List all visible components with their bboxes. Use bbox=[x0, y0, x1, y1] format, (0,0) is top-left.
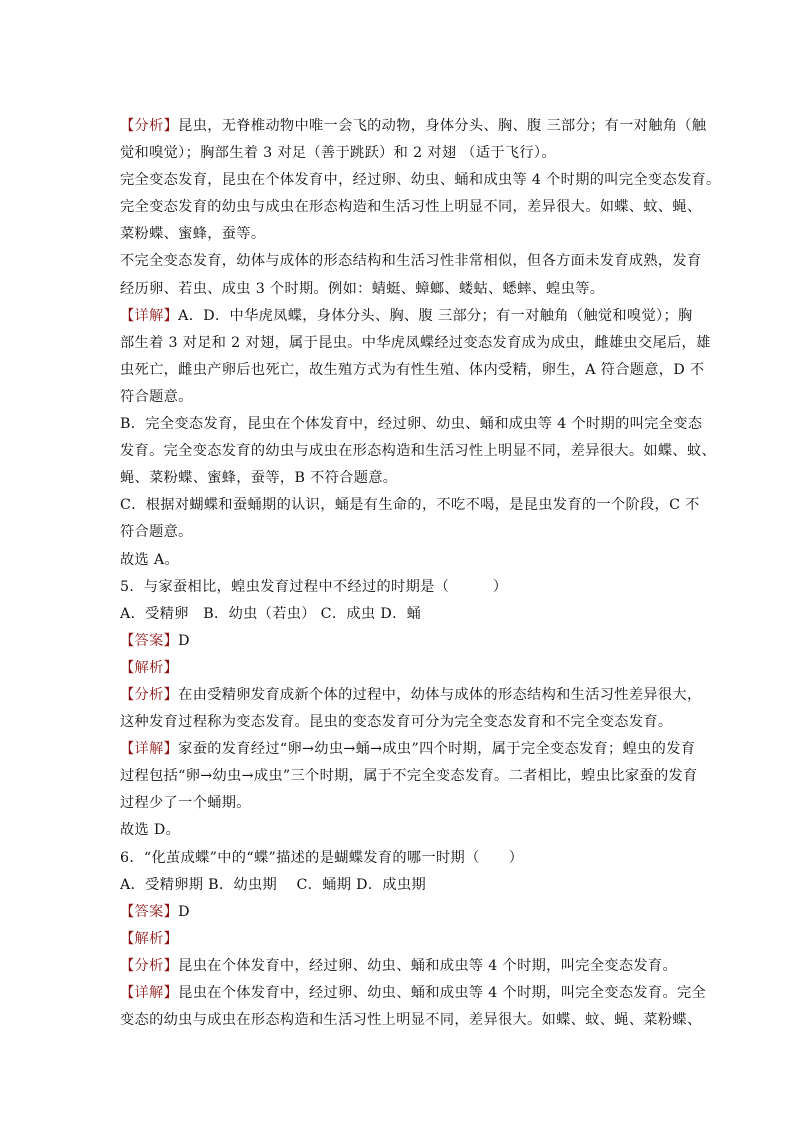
text-line bbox=[120, 438, 717, 465]
line-text: 故选 D。 bbox=[120, 822, 181, 839]
line-text: 完全变态发育，昆虫在个体发育中，经过卵、幼虫、蛹和成虫等 4 个时期的叫完全变态发育。 bbox=[120, 172, 721, 189]
section-tag: 【分析】 bbox=[120, 686, 179, 703]
line-text: 部生着 3 对足和 2 对翅，属于昆虫。中华虎凤蝶经过变态发育成为成虫，雌雄虫交尾后，雄 bbox=[120, 334, 711, 351]
text-line bbox=[120, 628, 676, 655]
line-text: 蝇、菜粉蝶、蜜蜂，蚕等，B 不符合题意。 bbox=[120, 470, 398, 487]
text-line bbox=[120, 709, 676, 736]
section-tag: 【答案】 bbox=[120, 903, 179, 920]
text-line bbox=[120, 899, 676, 926]
text-line bbox=[120, 276, 676, 303]
line-text: 昆虫在个体发育中，经过卵、幼虫、蛹和成虫等 4 个时期，叫完全变态发育。完全 bbox=[178, 985, 707, 1001]
section-tag: 【详解】 bbox=[120, 985, 179, 1001]
section-tag: 【答案】 bbox=[120, 632, 179, 649]
line-text: 变态的幼虫与成虫在形态构造和生活习性上明显不同，差异很大。如蝶、蚊、蝇、菜粉蝶、 bbox=[120, 1012, 702, 1029]
text-line bbox=[120, 817, 676, 844]
section-tag: 【详解】 bbox=[120, 741, 179, 758]
document-page bbox=[120, 113, 721, 1034]
line-text: 虫死亡，雌虫产卵后也死亡，故生殖方式为有性生殖、体内受精，卵生，A 符合题意，D 不 bbox=[120, 361, 705, 378]
text-line bbox=[120, 330, 711, 357]
text-line bbox=[120, 872, 676, 899]
line-text: 发育。完全变态发育的幼虫与成虫在形态构造和生活习性上明显不同，差异很大。如蝶、蚊、 bbox=[120, 443, 717, 460]
text-line bbox=[120, 194, 702, 221]
text-line bbox=[120, 384, 676, 411]
text-line bbox=[120, 519, 676, 546]
text-line bbox=[120, 682, 702, 709]
section-tag: 【分析】 bbox=[120, 118, 179, 134]
line-text: 昆虫在个体发育中，经过卵、幼虫、蛹和成虫等 4 个时期，叫完全变态发育。 bbox=[178, 957, 677, 974]
section-tag: 【解析】 bbox=[120, 659, 179, 676]
line-text: 经历卵、若虫、成虫 3 个时期。例如：蜻蜓、蟑螂、蝼蛄、蟋蟀、蝗虫等。 bbox=[120, 280, 605, 297]
text-line bbox=[120, 655, 676, 682]
text-line bbox=[120, 357, 705, 384]
line-text: A．受精卵 B．幼虫（若虫） C．成虫 D．蛹 bbox=[120, 605, 422, 622]
line-text: 符合题意。 bbox=[120, 524, 193, 541]
text-line bbox=[120, 601, 676, 628]
text-line bbox=[120, 248, 702, 275]
text-line bbox=[120, 953, 676, 980]
line-text: C．根据对蝴蝶和蚕蛹期的认识，蛹是有生命的，不吃不喝，是昆虫发育的一个阶段，C 不 bbox=[120, 497, 700, 514]
line-text: D bbox=[178, 632, 190, 649]
text-line bbox=[120, 547, 676, 574]
text-line bbox=[120, 140, 676, 167]
text-line bbox=[120, 465, 676, 492]
line-text: A．受精卵期 B．幼虫期 C．蛹期 D．成虫期 bbox=[120, 876, 427, 893]
text-line bbox=[120, 845, 676, 872]
section-tag: 【详解】 bbox=[120, 307, 179, 324]
line-text: 6．“化茧成蝶”中的“蝶”描述的是蝴蝶发育的哪一时期（ ） bbox=[120, 849, 524, 866]
text-line bbox=[120, 926, 676, 953]
text-line bbox=[120, 790, 676, 817]
line-text: A．D．中华虎凤蝶，身体分头、胸、腹 三部分；有一对触角（触觉和嗅觉）；胸 bbox=[178, 307, 693, 324]
line-text: D bbox=[178, 903, 190, 920]
text-line bbox=[120, 1007, 702, 1034]
line-text: 5．与家蚕相比，蝗虫发育过程中不经过的时期是（ ） bbox=[120, 578, 508, 595]
text-line bbox=[120, 167, 721, 194]
line-text: B．完全变态发育，昆虫在个体发育中，经过卵、幼虫、蛹和成虫等 4 个时期的叫完全变态 bbox=[120, 416, 703, 433]
line-text: 觉和嗅觉）；胸部生着 3 对足（善于跳跃）和 2 对翅 （适于飞行）。 bbox=[120, 145, 556, 162]
line-text: 这种发育过程称为变态发育。昆虫的变态发育可分为完全变态发育和不完全变态发育。 bbox=[120, 714, 673, 731]
line-text: 家蚕的发育经过“卵→幼虫→蛹→成虫”四个时期，属于完全变态发育；蝗虫的发育 bbox=[178, 741, 696, 758]
line-text: 在由受精卵发育成新个体的过程中，幼体与成体的形态结构和生活习性差异很大， bbox=[178, 686, 702, 703]
text-line bbox=[120, 303, 693, 330]
line-text: 过程少了一个蛹期。 bbox=[120, 795, 251, 812]
text-line bbox=[120, 980, 707, 1007]
line-text: 昆虫，无脊椎动物中唯一会飞的动物，身体分头、胸、腹 三部分；有一对触角（触 bbox=[178, 118, 707, 134]
text-line bbox=[120, 221, 676, 248]
line-text: 故选 A。 bbox=[120, 551, 180, 568]
line-text: 不完全变态发育，幼体与成体的形态结构和生活习性非常相似，但各方面未发育成熟，发育 bbox=[120, 253, 702, 270]
line-text: 完全变态发育的幼虫与成虫在形态构造和生活习性上明显不同，差异很大。如蝶、蚊、蝇、 bbox=[120, 199, 702, 216]
text-line bbox=[120, 574, 676, 601]
line-text: 过程包括“卵→幼虫→成虫”三个时期，属于不完全变态发育。二者相比，蝗虫比家蚕的发育 bbox=[120, 768, 698, 785]
section-tag: 【分析】 bbox=[120, 957, 179, 974]
line-text: 符合题意。 bbox=[120, 388, 193, 405]
text-line bbox=[120, 492, 700, 519]
text-line bbox=[120, 736, 696, 763]
line-text: 菜粉蝶、蜜蜂，蚕等。 bbox=[120, 226, 266, 243]
text-line bbox=[120, 763, 698, 790]
section-tag: 【解析】 bbox=[120, 930, 179, 947]
text-line bbox=[120, 113, 707, 140]
text-line bbox=[120, 411, 703, 438]
